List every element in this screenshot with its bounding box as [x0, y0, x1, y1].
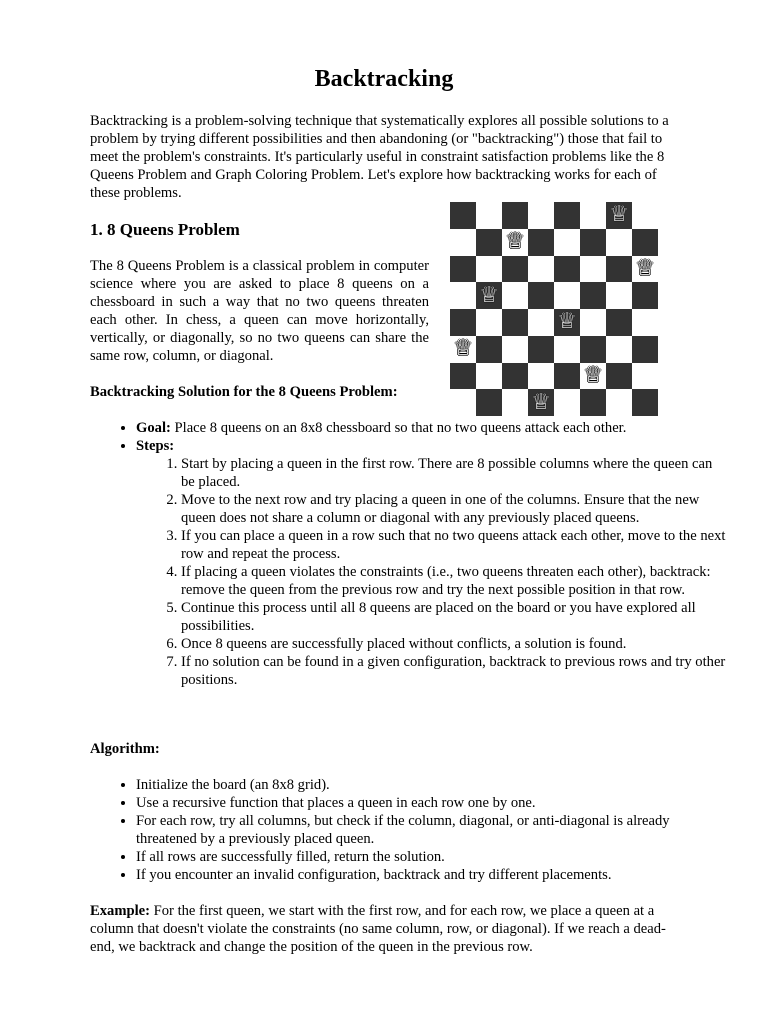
- board-square: [528, 256, 554, 283]
- example-label: Example:: [90, 903, 150, 919]
- board-square: [502, 309, 528, 336]
- board-square: [502, 202, 528, 229]
- board-square: [632, 389, 658, 416]
- algorithm-list: [90, 776, 726, 884]
- queen-icon: ♕: [635, 255, 655, 281]
- board-square: [606, 229, 632, 256]
- steps-item: [136, 437, 726, 689]
- board-square: [528, 336, 554, 363]
- queen-icon: ♕: [557, 309, 577, 335]
- board-square: [580, 202, 606, 229]
- board-square: [632, 229, 658, 256]
- queen-icon: ♕: [583, 362, 603, 388]
- board-square: [450, 282, 476, 309]
- step-item: 3. If you can place a queen in a row such that no two queens attack each other, move to the next row and repeat the process.: [181, 527, 726, 563]
- algorithm-item: • Use a recursive function that places a queen in each row one by one.: [136, 794, 726, 812]
- board-square: [476, 256, 502, 283]
- board-square: [606, 336, 632, 363]
- board-square: [554, 229, 580, 256]
- board-square: [476, 336, 502, 363]
- board-square: [554, 282, 580, 309]
- board-square: [554, 309, 580, 336]
- intro-paragraph: Backtracking is a problem-solving technique that systematically explores all possible solutions to a problem by trying different possibilities and then abandoning (or "backtracking") those that fail to meet the problem's constraints. It's particularly useful in constraint satisfaction problems like the 8 Queens Problem and Graph Coloring Problem. Let's explore how backtracking works for each of these problems.: [90, 113, 669, 201]
- board-square: [476, 309, 502, 336]
- board-square: [632, 256, 658, 283]
- queen-icon: ♕: [505, 229, 525, 255]
- chessboard-image: [450, 202, 658, 416]
- board-square: [554, 389, 580, 416]
- board-square: [632, 363, 658, 390]
- board-square: [580, 309, 606, 336]
- board-square: [528, 229, 554, 256]
- algorithm-heading: Algorithm:: [90, 741, 160, 757]
- board-square: [476, 363, 502, 390]
- board-square: [632, 202, 658, 229]
- steps-list: [136, 455, 726, 689]
- solution-list: [90, 419, 726, 689]
- step-item: 5. Continue this process until all 8 queens are placed on the board or you have explored all possibilities.: [181, 599, 726, 635]
- example-paragraph: [90, 902, 680, 956]
- queens-description: The 8 Queens Problem is a classical problem in computer science where you are asked to place 8 queens on a chessboard in such a way that no two queens threaten each other. In chess, a queen can move horizontally, vertically, or diagonally, so no two queens can share the same row, column, or diagonal.: [90, 258, 429, 364]
- queen-icon: ♕: [531, 389, 551, 415]
- board-square: [528, 363, 554, 390]
- board-square: [450, 309, 476, 336]
- board-square: [502, 256, 528, 283]
- board-square: [502, 229, 528, 256]
- board-square: [502, 389, 528, 416]
- board-square: [606, 309, 632, 336]
- board-square: [476, 389, 502, 416]
- step-item: 4. If placing a queen violates the constraints (i.e., two queens threaten each other), backtrack: remove the queen from the previous row and try the next possible position in that row.: [181, 563, 726, 599]
- board-square: [450, 389, 476, 416]
- board-square: [554, 202, 580, 229]
- board-square: [528, 202, 554, 229]
- queen-icon: ♕: [609, 202, 629, 228]
- board-square: [606, 256, 632, 283]
- step-item: 6. Once 8 queens are successfully placed without conflicts, a solution is found.: [181, 635, 726, 653]
- board-square: [580, 363, 606, 390]
- board-square: [554, 336, 580, 363]
- board-square: [450, 336, 476, 363]
- board-square: [580, 389, 606, 416]
- board-square: [450, 256, 476, 283]
- algorithm-item: • If you encounter an invalid configuration, backtrack and try different placements.: [136, 866, 726, 884]
- board-square: [606, 389, 632, 416]
- step-item: 2. Move to the next row and try placing a queen in one of the columns. Ensure that the new queen does not share a column or diagonal with any previously placed queens.: [181, 491, 726, 527]
- board-square: [528, 389, 554, 416]
- goal-item: [136, 419, 726, 437]
- board-square: [632, 309, 658, 336]
- board-square: [632, 282, 658, 309]
- board-square: [606, 363, 632, 390]
- goal-text: Place 8 queens on an 8x8 chessboard so that no two queens attack each other.: [170, 420, 627, 436]
- board-square: [606, 282, 632, 309]
- board-square: [476, 229, 502, 256]
- board-square: [632, 336, 658, 363]
- board-square: [580, 229, 606, 256]
- board-square: [580, 256, 606, 283]
- algorithm-item: • If all rows are successfully filled, return the solution.: [136, 848, 726, 866]
- board-square: [450, 202, 476, 229]
- algorithm-item: • For each row, try all columns, but check if the column, diagonal, or anti-diagonal is already threatened by a previously placed queen.: [136, 812, 726, 848]
- board-square: [502, 336, 528, 363]
- solution-heading: Backtracking Solution for the 8 Queens Problem:: [90, 384, 398, 400]
- board-square: [580, 336, 606, 363]
- queen-icon: ♕: [453, 336, 473, 362]
- board-square: [606, 202, 632, 229]
- step-item: 7. If no solution can be found in a given configuration, backtrack to previous rows and try other positions.: [181, 653, 726, 689]
- example-text: For the first queen, we start with the first row, and for each row, we place a queen at a column that doesn't violate the constraints (no same column, row, or diagonal). If we reach a dead-end, we backtrack and change the position of the queen in the previous row.: [90, 903, 666, 955]
- section-heading-8-queens: 1. 8 Queens Problem: [90, 220, 240, 239]
- board-square: [476, 282, 502, 309]
- board-square: [502, 363, 528, 390]
- board-square: [580, 282, 606, 309]
- board-square: [450, 363, 476, 390]
- board-square: [528, 309, 554, 336]
- board-square: [476, 202, 502, 229]
- queen-icon: ♕: [479, 282, 499, 308]
- board-square: [554, 256, 580, 283]
- board-square: [502, 282, 528, 309]
- algorithm-item: • Initialize the board (an 8x8 grid).: [136, 776, 726, 794]
- step-item: 1. Start by placing a queen in the first row. There are 8 possible columns where the queen can be placed.: [181, 455, 726, 491]
- page-title: Backtracking: [314, 66, 454, 92]
- board-square: [554, 363, 580, 390]
- steps-label: Steps:: [136, 438, 175, 454]
- goal-label: Goal:: [136, 420, 171, 436]
- board-square: [528, 282, 554, 309]
- board-square: [450, 229, 476, 256]
